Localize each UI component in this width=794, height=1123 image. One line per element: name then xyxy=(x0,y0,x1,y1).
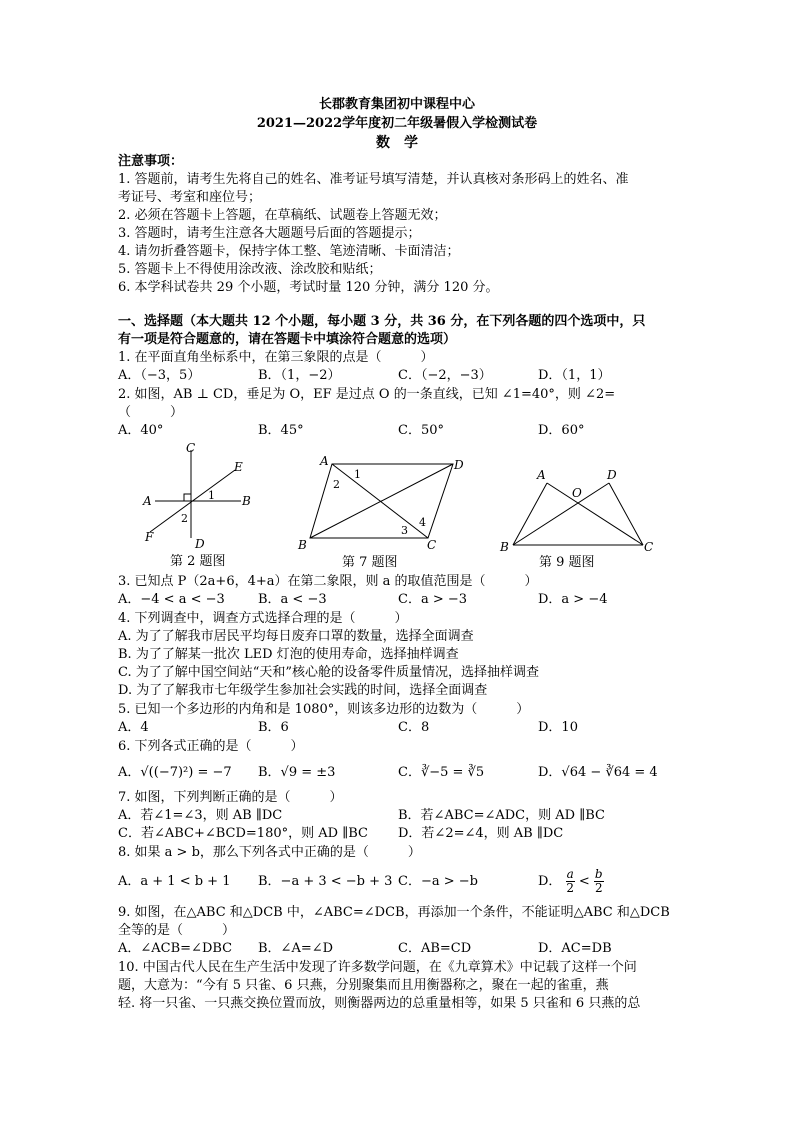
q6-option-b: B．√9 = ±3 xyxy=(258,765,336,780)
fig9-label: D xyxy=(607,468,617,482)
fig7-label: 3 xyxy=(401,524,408,537)
q1-stem: 1. 在平面直角坐标系中，在第三象限的点是（ ） xyxy=(118,350,434,365)
q7-option-b: B．若∠ABC=∠ADC，则 AD ∥BC xyxy=(398,808,605,823)
q8-option-c: C．−a > −b xyxy=(398,874,478,889)
notice-line: 2. 必须在答题卡上答题，在草稿纸、试题卷上答题无效； xyxy=(118,208,447,223)
fig7-label: 4 xyxy=(419,516,426,529)
q7-option-a: A．若∠1=∠3，则 AB ∥DC xyxy=(118,808,283,823)
q6-option-a: A．√((−7)²) = −7 xyxy=(118,765,232,780)
fig2-caption: 第 2 题图 xyxy=(170,554,226,568)
q3-option-a: A．−4 < a < −3 xyxy=(118,592,225,607)
q4-option-b: B. 为了了解某一批次 LED 灯泡的使用寿命，选择抽样调查 xyxy=(118,647,459,662)
fig7-label: C xyxy=(427,538,437,552)
q9-option-a: A．∠ACB=∠DBC xyxy=(118,941,233,956)
q3-option-c: C．a > −3 xyxy=(398,592,468,607)
q9-stem-cont: 全等的是（ ） xyxy=(118,923,236,938)
q1-option-c: C．（−2，−3） xyxy=(398,368,492,383)
section-title: 一、选择题（本大题共 12 个小题，每小题 3 分，共 36 分，在下列各题的四个选项中，只 xyxy=(118,314,646,329)
q2-option-a: A．40° xyxy=(118,423,164,438)
notice-line: 6. 本学科试卷共 29 个小题，考试时量 120 分钟，满分 120 分。 xyxy=(118,280,499,295)
q7-option-d: D．若∠2=∠4，则 AB ∥DC xyxy=(398,826,564,841)
figure-q9 xyxy=(495,465,665,570)
q2-option-c: C．50° xyxy=(398,423,444,438)
notice-title: 注意事项： xyxy=(118,154,184,169)
q10-text: 10. 中国古代人民在生产生活中发现了许多数学问题，在《九章算术》中记载了这样一个问 xyxy=(118,960,637,975)
q9-option-c: C．AB=CD xyxy=(398,941,472,956)
q10-text: 轻. 将一只雀、一只燕交换位置而放，则衡器两边的总重量相等，如果 5 只雀和 6 只燕的总 xyxy=(118,996,641,1011)
q5-option-d: D．10 xyxy=(538,720,578,735)
fig9-label: A xyxy=(537,468,546,482)
subject-title: 数 学 xyxy=(376,135,418,151)
notice-line: 1. 答题前，请考生先将自己的姓名、准考证号填写清楚，并认真核对条形码上的姓名、准 xyxy=(118,172,629,187)
q3-option-d: D．a > −4 xyxy=(538,592,608,607)
fraction: $\frac{a}{2}$ xyxy=(566,867,574,895)
notice-line: 4. 请勿折叠答题卡，保持字体工整、笔迹清晰、卡面清洁； xyxy=(118,244,460,259)
notice-line: 5. 答题卡上不得使用涂改液、涂改胶和贴纸； xyxy=(118,262,382,277)
q3-stem: 3. 已知点 P（2a+6，4+a）在第二象限，则 a 的取值范围是（ ） xyxy=(118,574,538,589)
q7-option-c: C．若∠ABC+∠BCD=180°，则 AD ∥BC xyxy=(118,826,368,841)
fig2-label: A xyxy=(143,494,152,508)
q5-option-c: C．8 xyxy=(398,720,430,735)
q5-option-a: A．4 xyxy=(118,720,149,735)
fraction: $\frac{b}{2}$ xyxy=(594,867,603,895)
q5-stem: 5. 已知一个多边形的内角和是 1080°，则该多边形的边数为（ ） xyxy=(118,702,530,717)
q2-option-b: B．45° xyxy=(258,423,304,438)
q8-option-d: D． $\frac{a}{2}$ < $\frac{b}{2}$ xyxy=(538,867,603,895)
fig2-label: E xyxy=(234,460,243,474)
q2-option-d: D．60° xyxy=(538,423,585,438)
fig2-label: F xyxy=(145,530,154,544)
q8-option-b: B．−a + 3 < −b + 3 xyxy=(258,874,393,889)
q4-option-c: C. 为了了解中国空间站“天和”核心舱的设备零件质量情况，选择抽样调查 xyxy=(118,665,540,680)
fig2-label: 1 xyxy=(208,489,215,502)
fig9-label: C xyxy=(644,540,654,554)
figure-q7 xyxy=(290,452,475,570)
fig7-caption: 第 7 题图 xyxy=(342,555,398,570)
q4-stem: 4. 下列调查中，调查方式选择合理的是（ ） xyxy=(118,611,408,626)
q9-stem: 9. 如图，在△ABC 和△DCB 中，∠ABC=∠DCB，再添加一个条件，不能证明△ABC 和△DCB xyxy=(118,905,670,920)
q4-option-a: A. 为了了解我市居民平均每日废弃口罩的数量，选择全面调查 xyxy=(118,629,474,644)
q6-stem: 6. 下列各式正确的是（ ） xyxy=(118,739,304,754)
q2-stem-cont: （ ） xyxy=(118,405,184,420)
fig7-label: 2 xyxy=(333,478,340,491)
figure-q2 xyxy=(135,440,265,568)
fig2-label: B xyxy=(242,494,251,508)
q6-option-c: C．∛−5 = ∛5 xyxy=(398,765,485,780)
fig2-label: C xyxy=(186,441,196,455)
q4-option-d: D. 为了了解我市七年级学生参加社会实践的时间，选择全面调查 xyxy=(118,683,488,698)
fig9-label: O xyxy=(572,486,582,500)
fig7-label: D xyxy=(454,458,464,472)
org-title: 长郡教育集团初中课程中心 xyxy=(318,97,475,112)
fig2-label: 2 xyxy=(181,512,188,525)
q8-option-a: A．a + 1 < b + 1 xyxy=(118,874,231,889)
q10-text: 题，大意为：“今有 5 只雀、6 只燕，分别聚集而且用衡器称之，聚在一起的雀重，燕 xyxy=(118,978,609,993)
notice-line: 考证号、考室和座位号； xyxy=(118,190,262,205)
fig2-label: D xyxy=(195,537,205,551)
q2-stem: 2. 如图，AB ⊥ CD，垂足为 O，EF 是过点 O 的一条直线，已知 ∠1=40°，则 ∠2= xyxy=(118,387,616,402)
q7-stem: 7. 如图，下列判断正确的是（ ） xyxy=(118,790,343,805)
q5-option-b: B．6 xyxy=(258,720,289,735)
q1-option-b: B．（1，−2） xyxy=(258,368,341,383)
q1-option-a: A．（−3，5） xyxy=(118,368,201,383)
q3-option-b: B．a < −3 xyxy=(258,592,327,607)
exam-title: 2021—2022学年度初二年级暑假入学检测试卷 xyxy=(256,116,538,131)
fig7-label: A xyxy=(320,454,329,468)
section-title: 有一项是符合题意的，请在答题卡中填涂符合题意的选项） xyxy=(118,332,457,347)
fig7-label: 1 xyxy=(354,468,361,481)
fig9-label: B xyxy=(500,540,509,554)
q9-option-b: B．∠A=∠D xyxy=(258,941,334,956)
notice-line: 3. 答题时，请考生注意各大题题号后面的答题提示； xyxy=(118,226,421,241)
q9-option-d: D．AC=DB xyxy=(538,941,612,956)
fig7-label: B xyxy=(298,538,307,552)
q6-option-d: D．√64 − ∛64 = 4 xyxy=(538,765,658,780)
fig9-caption: 第 9 题图 xyxy=(539,555,595,570)
q8-stem: 8. 如果 a > b，那么下列各式中正确的是（ ） xyxy=(118,845,421,860)
q1-option-d: D．（1，1） xyxy=(538,368,611,383)
